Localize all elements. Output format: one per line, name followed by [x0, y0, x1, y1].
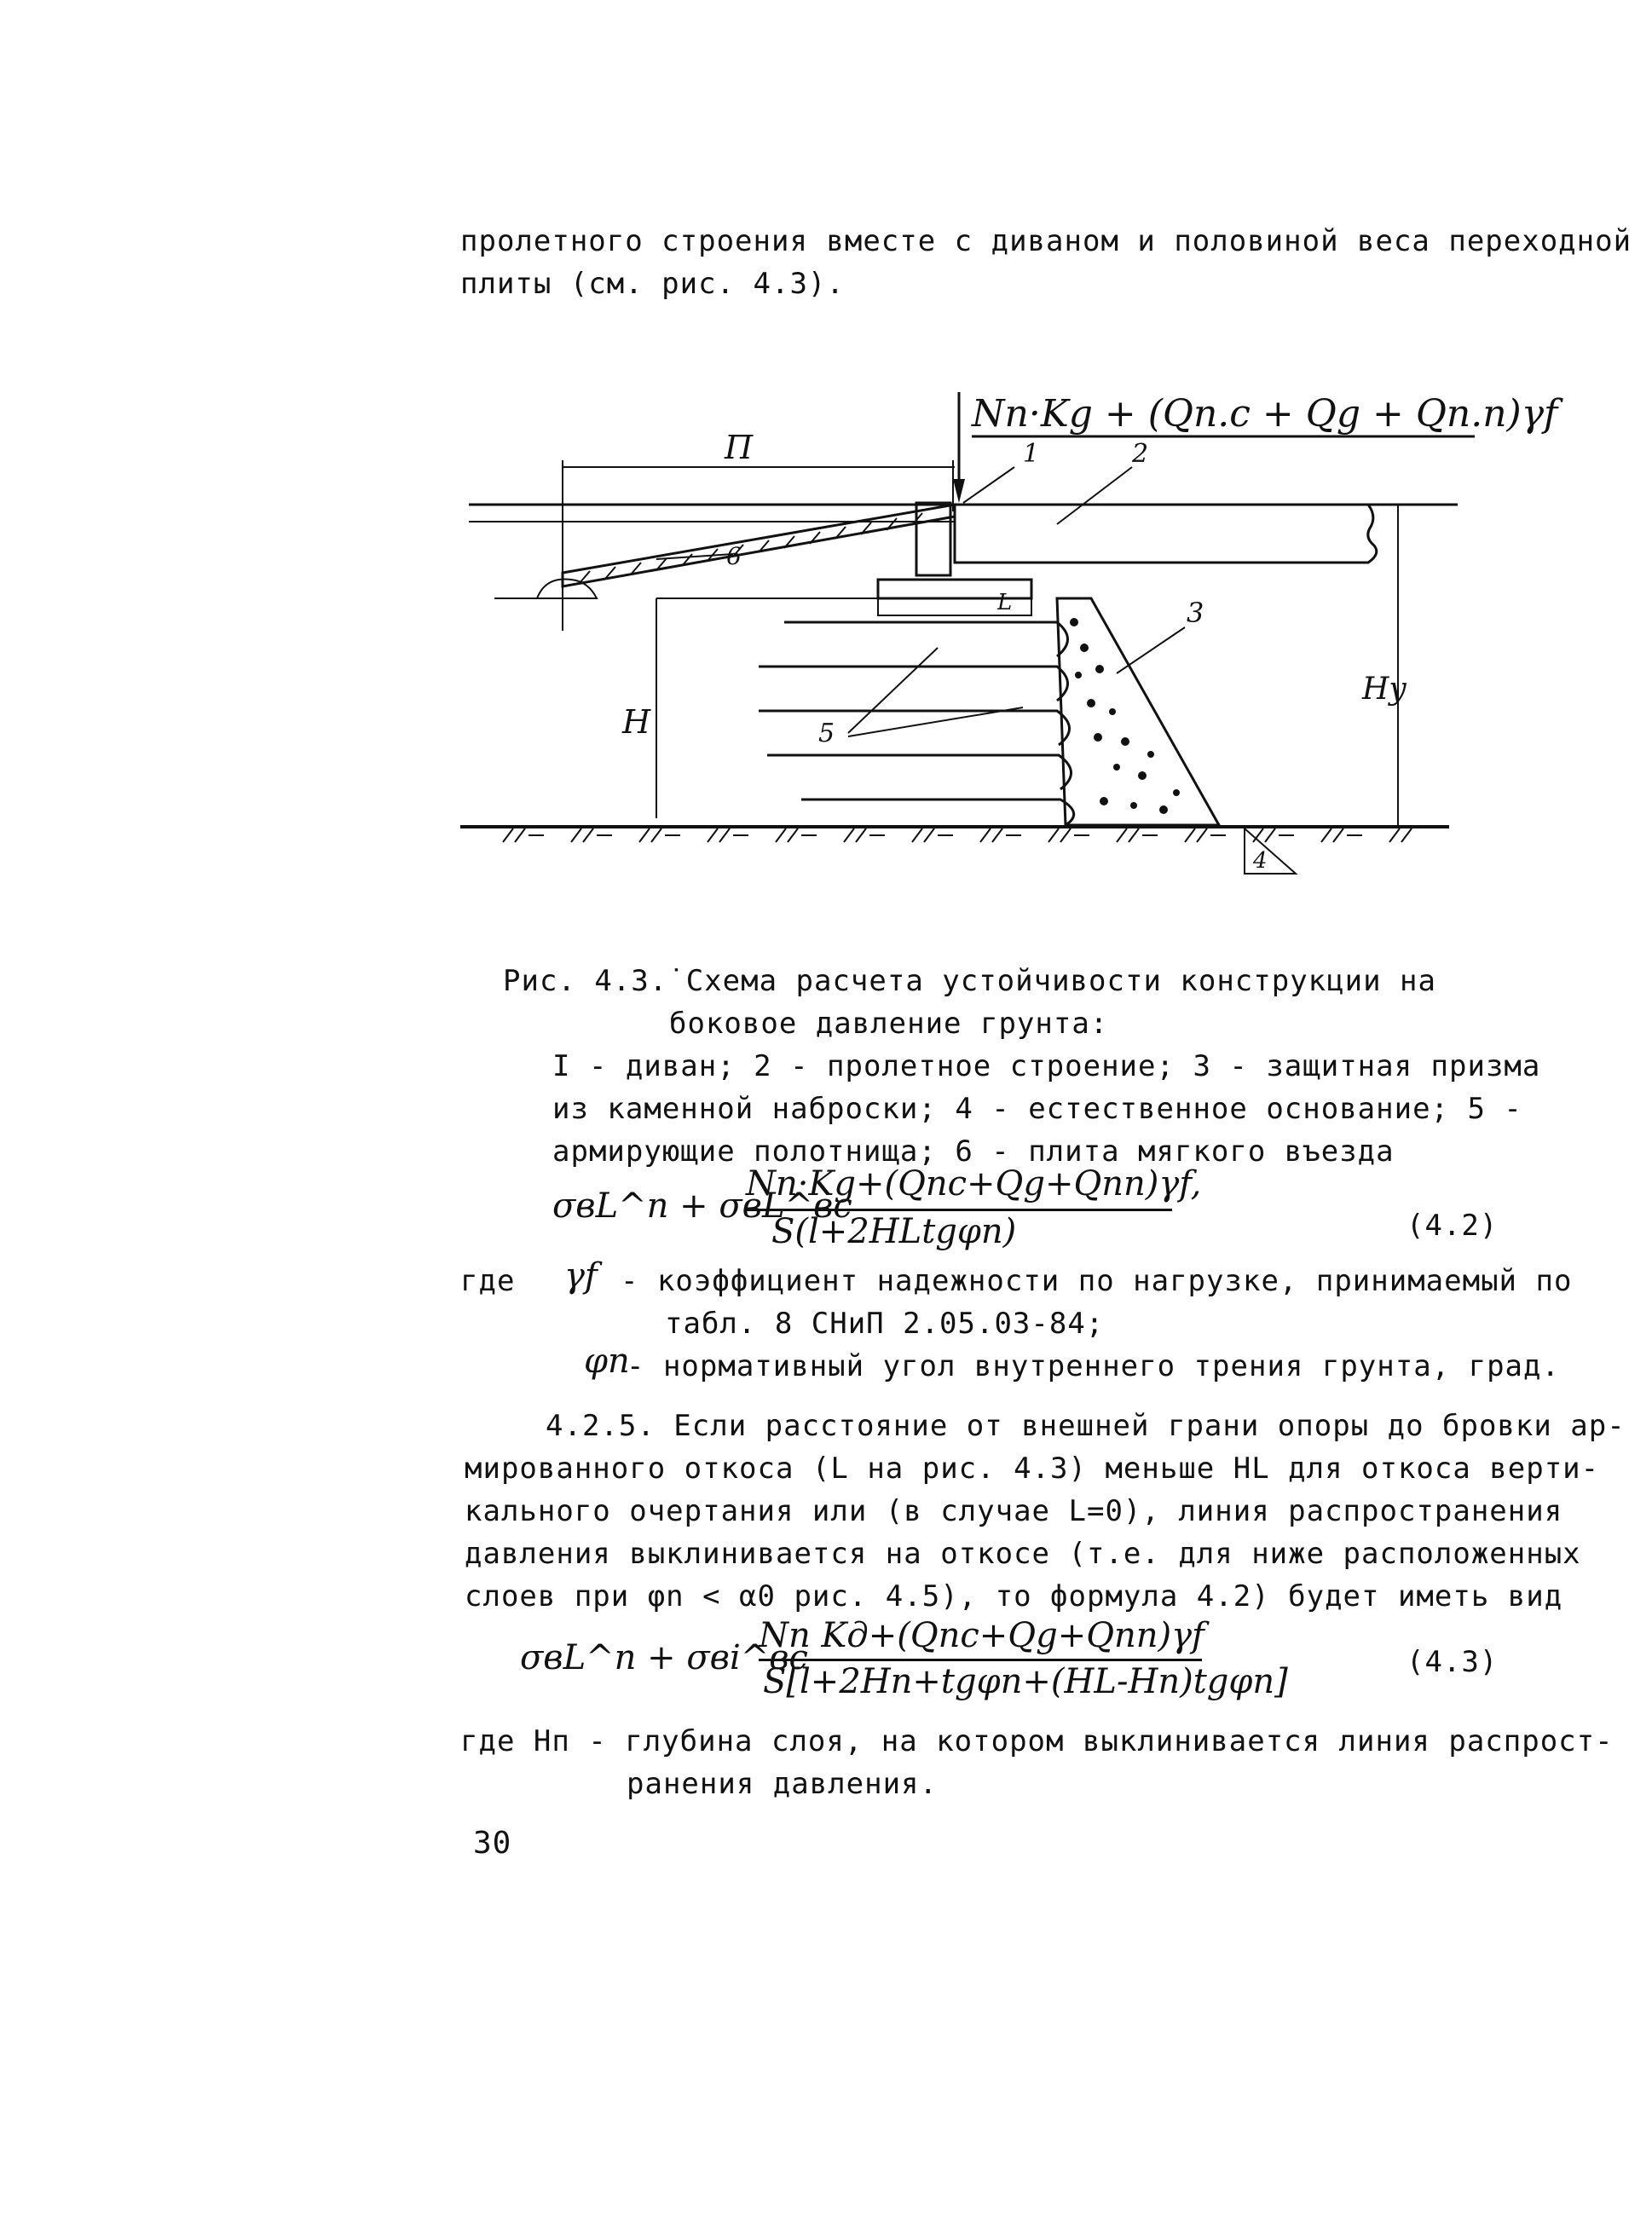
intro-line-2: плиты (см. рис. 4.3).: [460, 267, 845, 301]
load-formula: Nn·Kg + (Qп.с + Qg + Qп.п)γf: [972, 392, 1558, 436]
rock-prism-stones: [1070, 618, 1180, 814]
rock-prism: [1057, 598, 1219, 825]
caption-title-line-2: боковое давление грунта:: [669, 1007, 1109, 1041]
formula-4-2-numerator: Nn·Kg+(Qпс+Qg+Qпп)γf,: [746, 1164, 1202, 1204]
formula-4-3-numerator: Nn Kд+(Qпс+Qg+Qпп)γf: [759, 1616, 1204, 1655]
para-4-2-5-line-5: слоев при φn < α0 рис. 4.5), то формула 4.2) будет иметь вид: [465, 1579, 1563, 1613]
where-4-3-line-1: где Hп - глубина слоя, на котором выклинивается линия распрост-: [460, 1724, 1614, 1758]
formula-4-2-lhs: σвL^n + σвL^вс: [552, 1186, 852, 1226]
caption-title-line-1: Рис. 4.3.˙Схема расчета устойчивости конструкции на: [503, 964, 1436, 998]
symbol-phi-n: φn: [584, 1342, 630, 1381]
formula-4-2-denominator: S(l+2HLtgφn): [771, 1212, 1017, 1251]
transition-slab: [563, 505, 955, 586]
label-2: 2: [1132, 439, 1149, 469]
where-4-3-line-2: ранения давления.: [627, 1767, 938, 1801]
transition-slab-hatching: [580, 513, 922, 583]
def-phi-n: - нормативный угол внутреннего трения грунта, град.: [627, 1349, 1560, 1383]
label-2-leader: [1057, 467, 1132, 524]
page-number: 30: [473, 1826, 512, 1861]
formula-4-2-number: (4.2): [1407, 1209, 1499, 1243]
figure-4-3-diagram: [443, 375, 1558, 895]
label-4: 4: [1253, 848, 1268, 874]
label-5: 5: [818, 719, 835, 748]
def-gamma-f-line-1: - коэффициент надежности по нагрузке, принимаемый по: [621, 1264, 1573, 1298]
para-4-2-5-line-3: кального очертания или (в случае L=0), линия распространения: [465, 1494, 1563, 1528]
symbol-gamma-f: γf: [564, 1256, 598, 1296]
formula-4-3-denominator: S[l+2Hn+tgφn+(HL-Hn)tgφn]: [763, 1662, 1288, 1701]
span-label: П: [725, 429, 754, 466]
label-6: 6: [726, 542, 742, 570]
intro-line-1: пролетного строения вместе с диваном и половиной веса переходной: [460, 224, 1632, 258]
label-5-leader-a: [848, 648, 938, 733]
superstructure: [955, 505, 1377, 563]
label-1-leader: [963, 467, 1014, 503]
para-4-2-5-line-4: давления выклинивается на откосе (т.е. для ниже расположенных: [465, 1537, 1581, 1571]
label-3: 3: [1187, 597, 1204, 629]
where-word: где: [460, 1264, 516, 1298]
label-1: 1: [1023, 439, 1040, 469]
caption-legend-line-3: армирующие полотнища; 6 - плита мягкого въезда: [552, 1134, 1395, 1169]
label-3-leader: [1117, 627, 1185, 673]
formula-4-3-fraction-bar: [759, 1659, 1202, 1661]
formula-4-3-lhs: σвL^n + σвi^вс: [520, 1638, 808, 1677]
para-4-2-5-line-2: мированного откоса (L на рис. 4.3) меньше HL для откоса верти-: [465, 1452, 1600, 1486]
small-dimension-label: L: [997, 590, 1013, 615]
load-arrowhead: [953, 479, 965, 503]
total-height-label: Hу: [1362, 672, 1407, 707]
para-4-2-5-line-1: 4.2.5. Если расстояние от внешней грани опоры до бровки ар-: [546, 1409, 1626, 1443]
height-label: H: [622, 703, 651, 741]
ground-hatching: [503, 828, 1412, 842]
caption-legend-line-1: I - диван; 2 - пролетное строение; 3 - защитная призма: [552, 1049, 1541, 1083]
caption-legend-line-2: из каменной наброски; 4 - естественное основание; 5 -: [552, 1092, 1522, 1126]
formula-4-2-fraction-bar: [746, 1209, 1172, 1211]
formula-4-3-number: (4.3): [1407, 1645, 1499, 1679]
def-gamma-f-line-2: табл. 8 СНиП 2.05.03-84;: [665, 1307, 1105, 1341]
reinforcement-layers: [759, 622, 1074, 825]
